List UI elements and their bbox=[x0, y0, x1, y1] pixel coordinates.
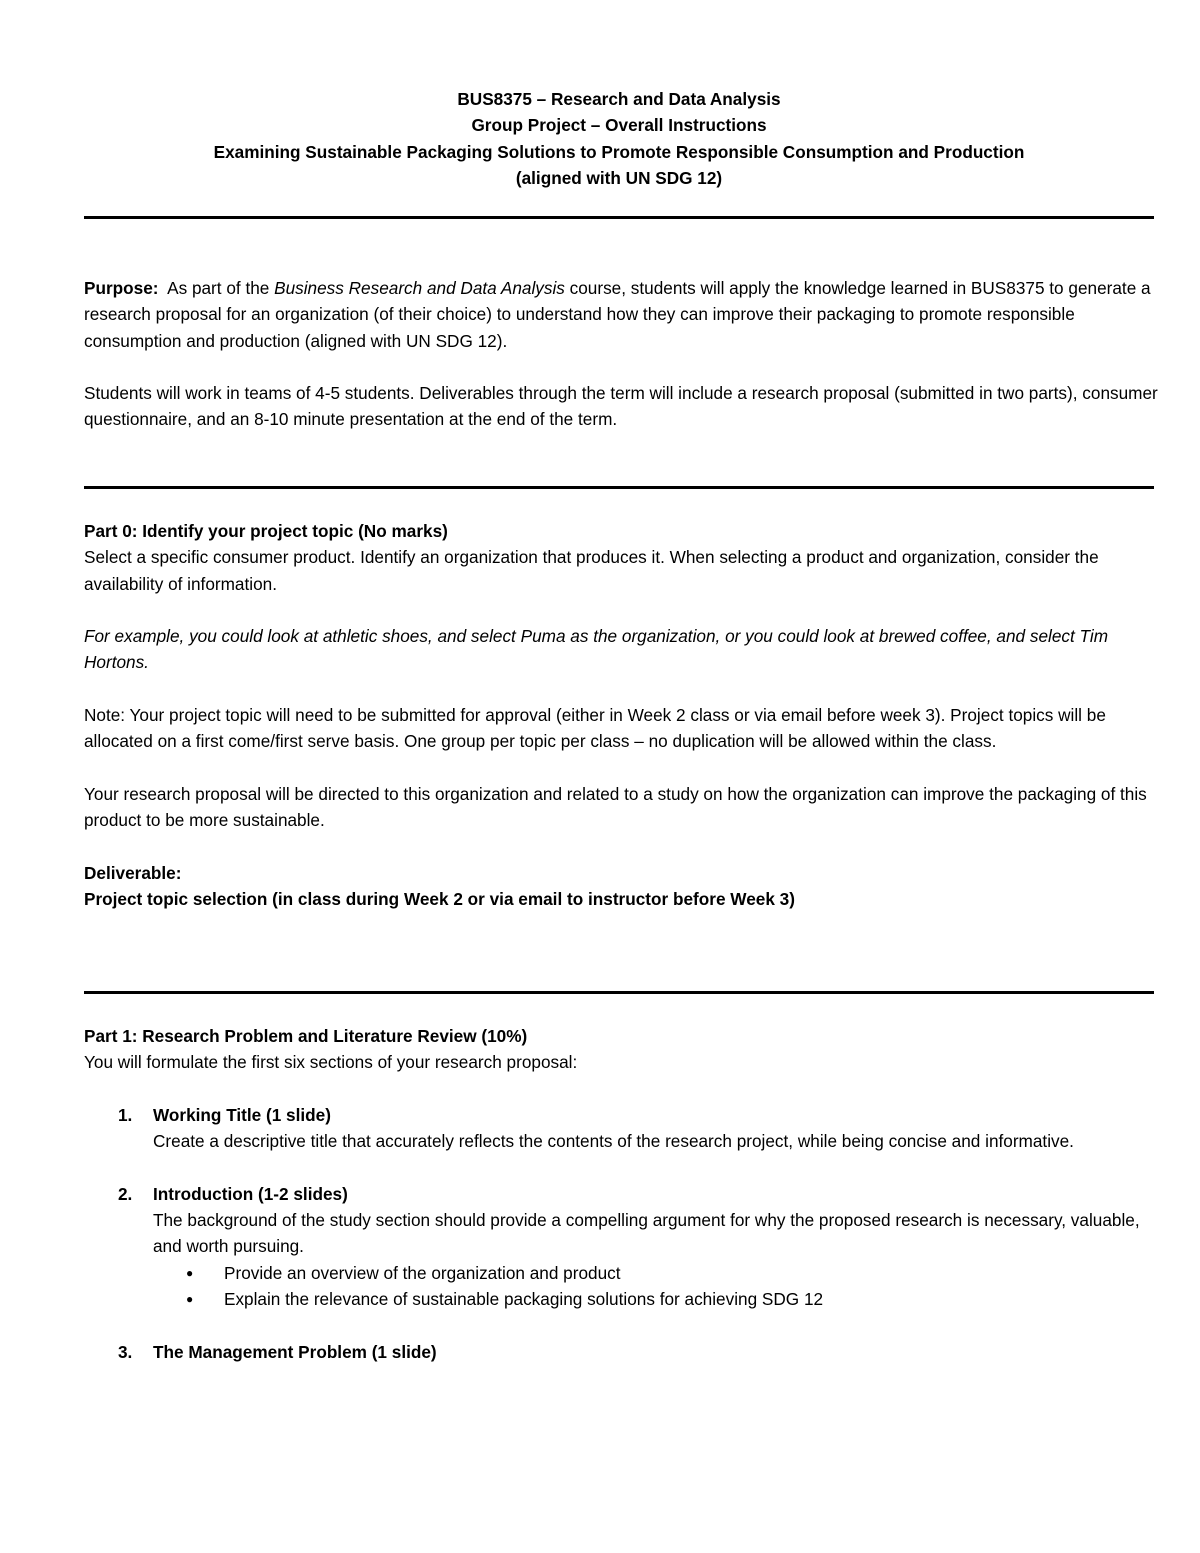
deliverable-text-value: Project topic selection (in class during Week 2 or via email to instructor before Week 3) bbox=[84, 889, 795, 910]
part0-note: Note: Your project topic will need to be submitted for approval (either in Week 2 class or via email before week 3). Project topics will be allocated on a first come/first serve basis. One group per topic per class – no duplication will be allowed within the class. bbox=[84, 705, 1106, 752]
purpose-paragraph bbox=[84, 275, 1159, 354]
sdg-alignment: (aligned with UN SDG 12) bbox=[515, 167, 723, 188]
deliverable-text bbox=[84, 886, 1159, 912]
list-item bbox=[84, 1181, 1159, 1312]
part0-direction: Your research proposal will be directed to this organization and related to a study on how the organization can improve the packaging of this product to be more sustainable. bbox=[84, 783, 1147, 831]
part0-section bbox=[84, 518, 1159, 912]
part0-example-text: For example, you could look at athletic shoes, and select Puma as the organization, or you could look at brewed coffee, and select Tim Hortons. bbox=[84, 626, 1109, 673]
section-divider bbox=[84, 991, 1154, 994]
item-description: The background of the study section should provide a compelling argument for why the proposed research is necessary, valuable, and worth pursuing. bbox=[153, 1210, 1140, 1257]
item-title bbox=[153, 1181, 1159, 1207]
item-title-text: Introduction (1-2 slides) bbox=[153, 1183, 348, 1204]
teams-paragraph: Students will work in teams of 4-5 students. Deliverables through the term will include a research proposal (submitted in two parts), consumer questionnaire, and an 8-10 minute presentation at the end of the term. bbox=[84, 383, 1158, 430]
bullet-item bbox=[84, 1260, 1159, 1286]
purpose-label: Purpose: bbox=[84, 278, 159, 298]
part1-heading bbox=[84, 1023, 1159, 1049]
course-name: Business Research and Data Analysis bbox=[274, 278, 565, 298]
part1-section bbox=[84, 1023, 1159, 1365]
purpose-section bbox=[84, 275, 1159, 433]
proposal-sections-list bbox=[84, 1102, 1159, 1365]
part1-intro: You will formulate the first six sections of your research proposal: bbox=[84, 1052, 578, 1073]
part1-heading-text: Part 1: Research Problem and Literature Review (10%) bbox=[84, 1026, 528, 1046]
purpose-text-after: course, students will apply the knowledge learned in BUS8375 to generate a research proposal for an organization (of their choice) to understand how they can improve their packaging to promote responsible consumption and production (aligned with UN SDG 12). bbox=[84, 278, 1151, 351]
part0-heading bbox=[84, 518, 1159, 544]
section-divider bbox=[84, 216, 1154, 219]
project-subtitle: Examining Sustainable Packaging Solutions to Promote Responsible Consumption and Production bbox=[213, 141, 1025, 162]
course-title: BUS8375 – Research and Data Analysis bbox=[457, 89, 781, 109]
item-title bbox=[153, 1102, 1159, 1128]
part0-example bbox=[84, 623, 1159, 676]
item-description: Create a descriptive title that accurately reflects the contents of the research project, while being concise and informative. bbox=[153, 1131, 1074, 1152]
part0-heading-text: Part 0: Identify your project topic (No marks) bbox=[84, 521, 448, 541]
item-number: 2. bbox=[118, 1183, 133, 1204]
item-number: 3. bbox=[118, 1341, 133, 1362]
bullet-item bbox=[84, 1286, 1159, 1312]
list-item bbox=[84, 1339, 1159, 1365]
item-title-text: The Management Problem (1 slide) bbox=[153, 1341, 437, 1362]
item-title bbox=[153, 1339, 1159, 1365]
bullet-text: Provide an overview of the organization and product bbox=[224, 1262, 621, 1283]
section-divider bbox=[84, 486, 1154, 489]
document-header bbox=[84, 86, 1154, 191]
bullet-icon: ● bbox=[186, 1265, 194, 1280]
purpose-text-before: As part of the bbox=[167, 278, 270, 298]
list-item bbox=[84, 1102, 1159, 1155]
deliverable-label-text: Deliverable: bbox=[84, 862, 182, 883]
bullet-icon: ● bbox=[186, 1291, 194, 1306]
deliverable-label bbox=[84, 860, 1159, 886]
item-bullet-list bbox=[84, 1260, 1159, 1313]
project-title: Group Project – Overall Instructions bbox=[471, 115, 767, 136]
item-title-text: Working Title (1 slide) bbox=[153, 1104, 331, 1125]
part0-intro: Select a specific consumer product. Identify an organization that produces it. When selecting a product and organization, consider the availability of information. bbox=[84, 547, 1099, 594]
bullet-text: Explain the relevance of sustainable packaging solutions for achieving SDG 12 bbox=[224, 1288, 824, 1309]
item-number: 1. bbox=[118, 1104, 133, 1125]
